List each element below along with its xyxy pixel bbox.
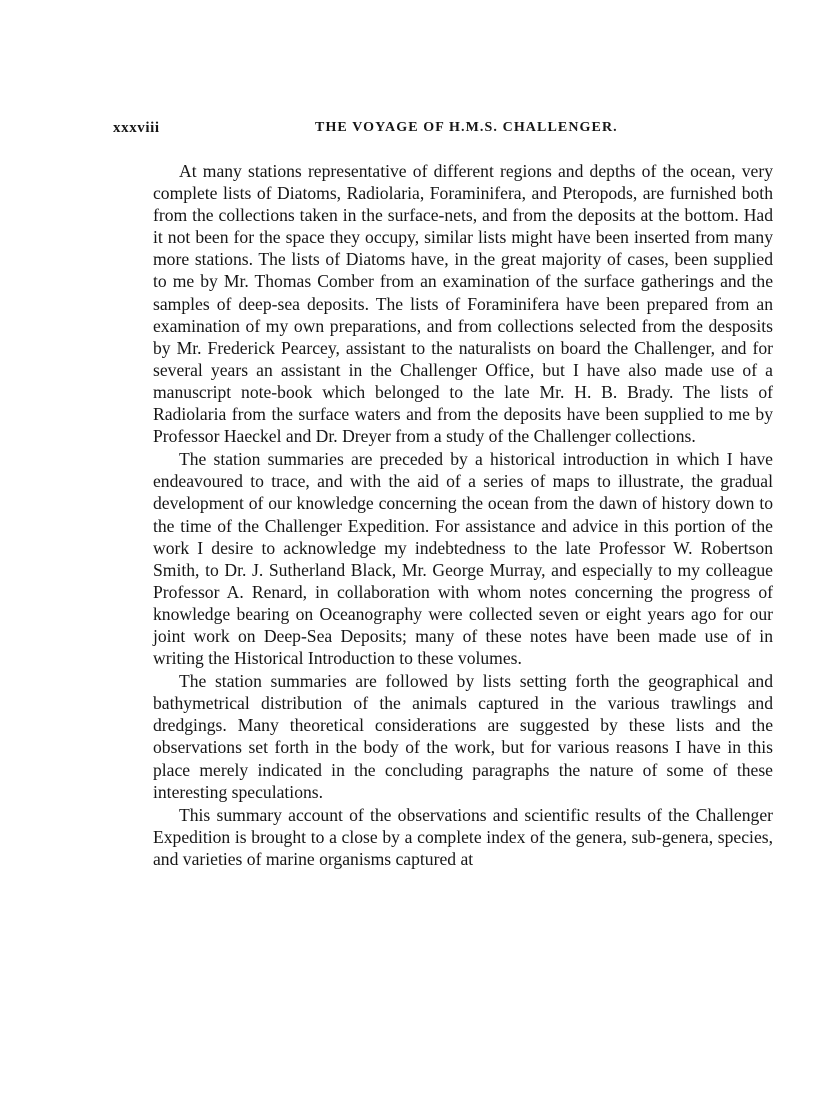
running-head	[113, 120, 773, 144]
paragraph-summary-index: This summary account of the observations and scientific results of the Challenger Expedition is brought to a close by a complete index of the genera, sub-genera, species, and varieties of marine organisms captured at	[153, 804, 773, 869]
paragraph-station-lists: At many stations representative of different regions and depths of the ocean, very complete lists of Diatoms, Radiolaria, Foraminifera, and Pteropods, are furnished both from the collections taken in the surface-nets, and from the deposits at the bottom. Had it not been for the space they occupy, similar lists might have been inserted from many more stations. The lists of Diatoms have, in the great majority of cases, been supplied to me by Mr. Thomas Comber from an examination of the surface gatherings and the samples of deep-sea deposits. The lists of Foraminifera have been prepared from an examination of my own preparations, and from collections selected from the desposits by Mr. Frederick Pearcey, assistant to the naturalists on board the Challenger, and for several years an assistant in the Challenger Office, but I have also made use of a manuscript note-book which belonged to the late Mr. H. B. Brady. The lists of Radiolaria from the surface waters and from the deposits have been supplied to me by Professor Haeckel and Dr. Dreyer from a study of the Challenger collections.	[153, 161, 773, 447]
body-text	[153, 160, 773, 870]
paragraph-distribution-lists: The station summaries are followed by lists setting forth the geographical and bathymetrical distribution of the animals captured in the various trawlings and dredgings. Many theoretical considerations are suggested by these lists and the observations set forth in the body of the work, but for various reasons I have in this place merely indicated in the concluding paragraphs the nature of some of these interesting speculations.	[153, 671, 773, 802]
page-number: xxxviii	[113, 120, 160, 136]
paragraph-historical-introduction: The station summaries are preceded by a historical introduction in which I have endeavoured to trace, and with the aid of a series of maps to illustrate, the gradual development of our knowledge concerning the ocean from the dawn of history down to the time of the Challenger Expedition. For assistance and advice in this portion of the work I desire to acknowledge my indebtedness to the late Professor W. Robertson Smith, to Dr. J. Sutherland Black, Mr. George Murray, and especially to my colleague Professor A. Renard, in collaboration with whom notes concerning the progress of knowledge bearing on Oceanography were collected seven or eight years ago for our joint work on Deep-Sea Deposits; many of these notes have been made use of in writing the Historical Introduction to these volumes.	[153, 449, 773, 669]
running-title: THE VOYAGE OF H.M.S. CHALLENGER.	[315, 120, 618, 135]
